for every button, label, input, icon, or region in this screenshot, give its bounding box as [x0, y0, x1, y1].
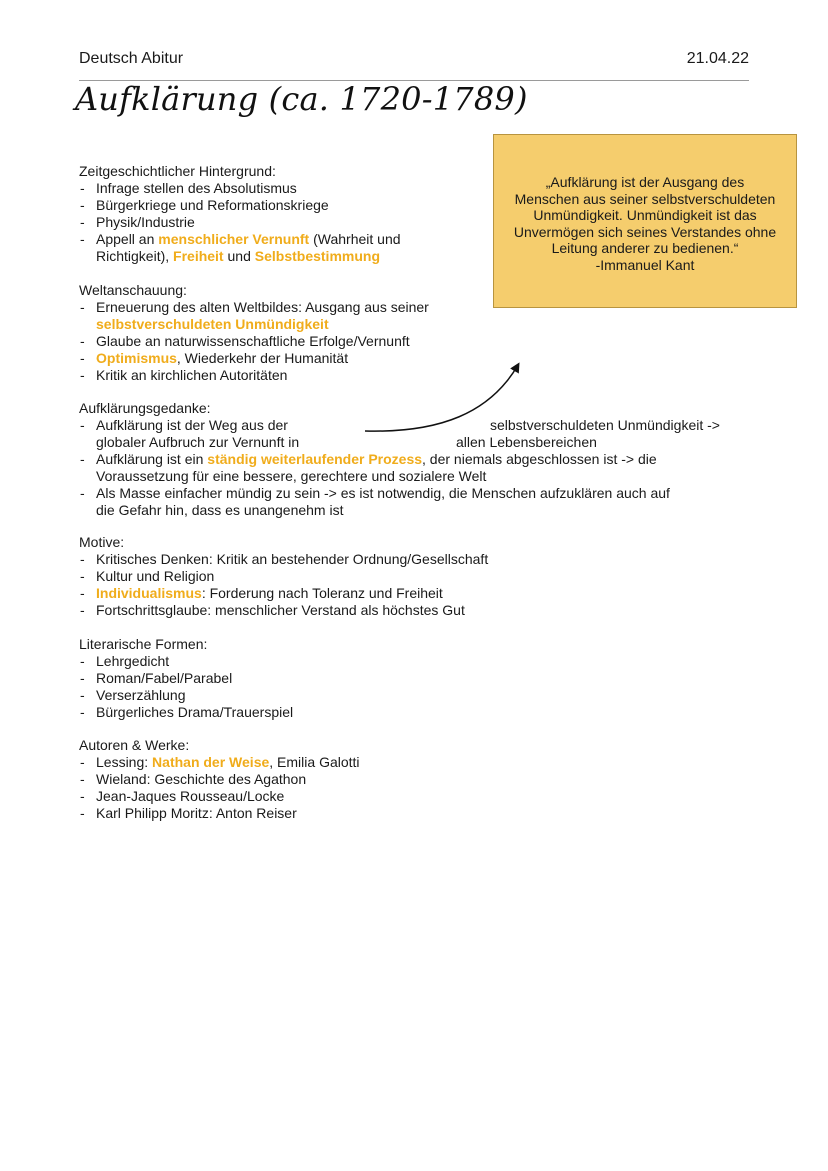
- highlight-term: ständig weiterlaufender Prozess: [207, 451, 423, 467]
- quote-line: Menschen aus seiner selbstverschuldeten: [514, 190, 776, 207]
- list-item: - Bürgerliches Drama/Trauerspiel: [79, 704, 479, 721]
- list-item: - Aufklärung ist der Weg aus der selbstverschuldeten Unmündigkeit -> globaler Aufbruch zur Vernunft in allen Lebensbereichen: [79, 417, 759, 451]
- list-item: - Jean-Jaques Rousseau/Locke: [79, 788, 479, 805]
- list-item: - Kritisches Denken: Kritik an bestehender Ordnung/Gesellschaft: [79, 551, 579, 568]
- section-hintergrund: [79, 163, 499, 265]
- list-item: - Wieland: Geschichte des Agathon: [79, 771, 479, 788]
- highlight-term: Nathan der Weise: [152, 754, 270, 770]
- list-item: - Lehrgedicht: [79, 653, 479, 670]
- highlight-term: Selbstbestimmung: [254, 248, 380, 264]
- document-date: 21.04.22: [686, 50, 749, 67]
- section-heading: Weltanschauung:: [79, 282, 187, 298]
- document-subject: Deutsch Abitur: [79, 50, 184, 67]
- highlight-term: Individualismus: [96, 585, 202, 601]
- list-item: - Roman/Fabel/Parabel: [79, 670, 479, 687]
- list-item: - Erneuerung des alten Weltbildes: Ausgang aus seiner selbstverschuldeten Unmündigkeit: [79, 299, 479, 333]
- section-heading: Literarische Formen:: [79, 636, 208, 652]
- highlight-term: selbstverschuldeten Unmündigkeit: [96, 316, 329, 332]
- list-item: - Als Masse einfacher mündig zu sein -> es ist notwendig, die Menschen aufzuklären auch auf die Gefahr hin, dass es unangenehm ist: [79, 485, 759, 519]
- list-item: - Appell an menschlicher Vernunft (Wahrheit und Richtigkeit), Freiheit und Selbstbestimmung: [79, 231, 499, 265]
- quote-line: Unmündigkeit. Unmündigkeit ist das: [533, 207, 757, 224]
- list-item: - Fortschrittsglaube: menschlicher Verstand als höchstes Gut: [79, 602, 579, 619]
- list-item: - Verserzählung: [79, 687, 479, 704]
- section-heading: Zeitgeschichtlicher Hintergrund:: [79, 163, 276, 179]
- quote-line: Leitung anderer zu bedienen.“: [551, 240, 739, 257]
- list-item: - Optimismus, Wiederkehr der Humanität: [79, 350, 479, 367]
- list-item: - Glaube an naturwissenschaftliche Erfolge/Vernunft: [79, 333, 479, 350]
- section-literarische-formen: [79, 636, 479, 721]
- list-item: - Infrage stellen des Absolutismus: [79, 180, 499, 197]
- highlight-term: Optimismus: [96, 350, 177, 366]
- page-title: Aufklärung (ca. 1720-1789): [75, 80, 528, 118]
- list-item: - Physik/Industrie: [79, 214, 499, 231]
- section-motive: [79, 534, 579, 619]
- list-item: - Karl Philipp Moritz: Anton Reiser: [79, 805, 479, 822]
- list-item: - Lessing: Nathan der Weise, Emilia Galotti: [79, 754, 479, 771]
- list-item: - Individualismus: Forderung nach Toleranz und Freiheit: [79, 585, 579, 602]
- highlight-term: menschlicher Vernunft: [158, 231, 310, 247]
- list-item: - Bürgerkriege und Reformationskriege: [79, 197, 499, 214]
- kant-quote-box: [493, 134, 797, 308]
- list-item: - Aufklärung ist ein ständig weiterlaufender Prozess, der niemals abgeschlossen ist -> die Voraussetzung für eine bessere, gerechtere und sozialere Welt: [79, 451, 759, 485]
- quote-line: Unvermögen sich seines Verstandes ohne: [513, 223, 777, 240]
- list-item: - Kritik an kirchlichen Autoritäten: [79, 367, 479, 384]
- section-aufklaerungsgedanke: [79, 400, 759, 519]
- highlight-term: Freiheit: [173, 248, 224, 264]
- list-item: - Kultur und Religion: [79, 568, 579, 585]
- quote-line: „Aufklärung ist der Ausgang des: [545, 174, 745, 190]
- section-heading: Motive:: [79, 534, 125, 550]
- quote-author: -Immanuel Kant: [595, 256, 695, 273]
- section-heading: Aufklärungsgedanke:: [79, 400, 211, 416]
- section-autoren-werke: [79, 737, 479, 822]
- section-heading: Autoren & Werke:: [79, 737, 190, 753]
